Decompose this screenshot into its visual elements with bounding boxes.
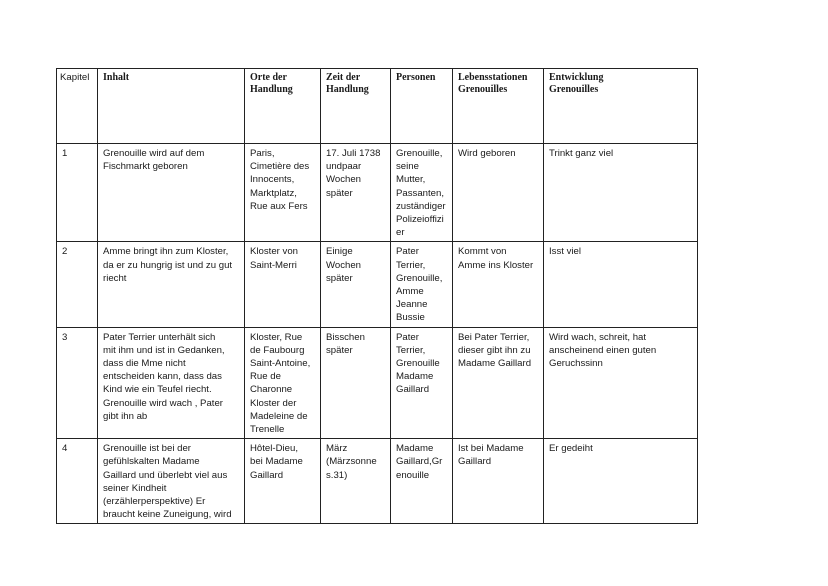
cell-zeit: 17. Juli 1738 undpaar Wochen später <box>321 144 391 242</box>
cell-personen: Pater Terrier, Grenouille, Amme Jeanne Bussie <box>391 242 453 327</box>
cell-lebensstationen: Kommt von Amme ins Kloster <box>453 242 544 327</box>
chapter-table <box>56 68 698 524</box>
cell-lebensstationen: Wird geboren <box>453 144 544 242</box>
header-lebensstationen: Lebensstationen Grenouilles <box>453 69 544 144</box>
header-personen: Personen <box>391 69 453 144</box>
table-row <box>57 327 698 439</box>
cell-zeit: Einige Wochen später <box>321 242 391 327</box>
cell-inhalt: Grenouille wird auf dem Fischmarkt geboren <box>98 144 245 242</box>
cell-personen: Madame Gaillard,Gr enouille <box>391 439 453 524</box>
table-header-row <box>57 69 698 144</box>
header-zeit: Zeit der Handlung <box>321 69 391 144</box>
cell-entwicklung: Isst viel <box>544 242 698 327</box>
header-entwicklung: Entwicklung Grenouilles <box>544 69 698 144</box>
table-row <box>57 144 698 242</box>
cell-kapitel: 4 <box>57 439 98 524</box>
cell-inhalt: Grenouille ist bei der gefühlskalten Madame Gaillard und überlebt viel aus seiner Kindheit (erzählerperspektive) Er braucht keine Zuneigung, wird <box>98 439 245 524</box>
cell-orte: Hôtel-Dieu, bei Madame Gaillard <box>245 439 321 524</box>
cell-personen: Pater Terrier, Grenouille Madame Gaillard <box>391 327 453 439</box>
cell-inhalt: Pater Terrier unterhält sich mit ihm und ist in Gedanken, dass die Mme nicht entscheiden kann, dass das Kind wie ein Teufel riecht. Grenouille wird wach , Pater gibt ihn ab <box>98 327 245 439</box>
cell-entwicklung: Trinkt ganz viel <box>544 144 698 242</box>
cell-orte: Kloster von Saint-Merri <box>245 242 321 327</box>
header-kapitel: Kapitel <box>57 69 98 144</box>
header-inhalt: Inhalt <box>98 69 245 144</box>
cell-kapitel: 1 <box>57 144 98 242</box>
cell-lebensstationen: Ist bei Madame Gaillard <box>453 439 544 524</box>
cell-zeit: März (Märzsonne s.31) <box>321 439 391 524</box>
cell-kapitel: 2 <box>57 242 98 327</box>
cell-zeit: Bisschen später <box>321 327 391 439</box>
cell-orte: Kloster, Rue de Faubourg Saint-Antoine, Rue de Charonne Kloster der Madeleine de Trenelle <box>245 327 321 439</box>
cell-orte: Paris, Cimetière des Innocents, Marktplatz, Rue aux Fers <box>245 144 321 242</box>
header-orte: Orte der Handlung <box>245 69 321 144</box>
cell-entwicklung: Er gedeiht <box>544 439 698 524</box>
cell-personen: Grenouille, seine Mutter, Passanten, zuständiger Polizeioffizi er <box>391 144 453 242</box>
cell-inhalt: Amme bringt ihn zum Kloster, da er zu hungrig ist und zu gut riecht <box>98 242 245 327</box>
table-row <box>57 242 698 327</box>
cell-entwicklung: Wird wach, schreit, hat anscheinend einen guten Geruchssinn <box>544 327 698 439</box>
cell-lebensstationen: Bei Pater Terrier, dieser gibt ihn zu Madame Gaillard <box>453 327 544 439</box>
cell-kapitel: 3 <box>57 327 98 439</box>
table-row <box>57 439 698 524</box>
